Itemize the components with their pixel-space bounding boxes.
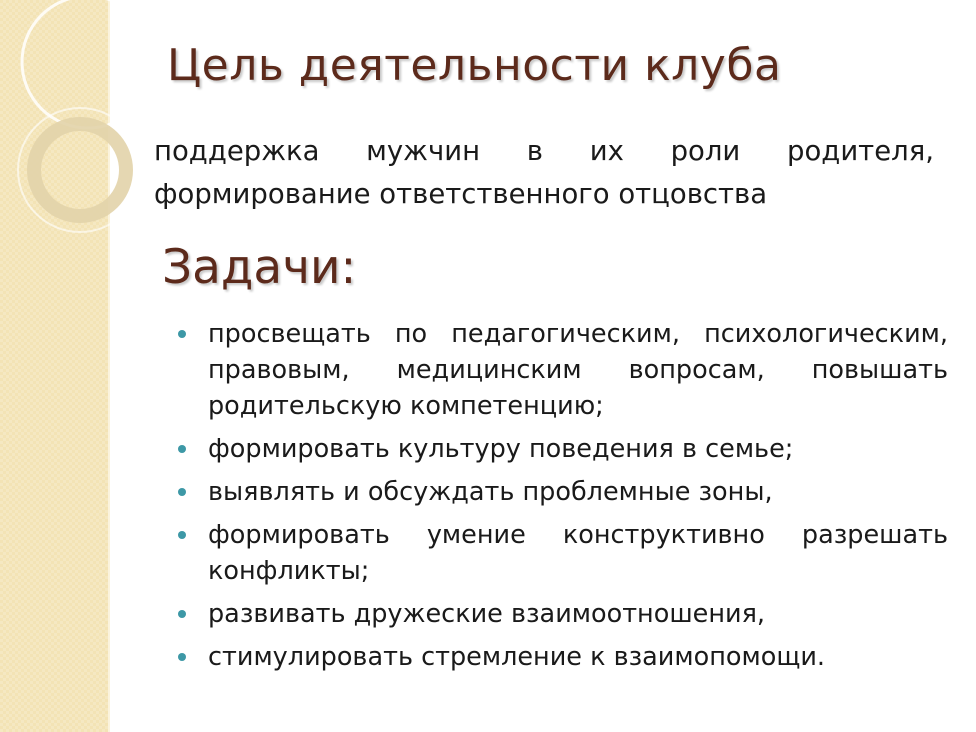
tasks-heading: Задачи: [162,240,357,295]
task-line: родительскую компетенцию; [208,391,604,421]
bullet-dot-icon [178,488,186,496]
task-item [176,639,948,675]
task-item [176,474,948,510]
task-line: формировать умение конструктивно разрешать [208,520,948,550]
task-line: выявлять и обсуждать проблемные зоны, [208,477,773,507]
task-line: развивать дружеские взаимоотношения, [208,599,766,629]
task-line: стимулировать стремление к взаимопомощи. [208,642,826,672]
bullet-dot-icon [178,653,186,661]
task-item [176,431,948,467]
bullet-dot-icon [178,610,186,618]
goal-text [154,130,934,216]
task-line: конфликты; [208,556,370,586]
goal-line: поддержка мужчин в их роли родителя, [154,135,934,167]
goal-line: формирование ответственного отцовства [154,178,768,210]
bullet-dot-icon [178,531,186,539]
task-line: просвещать по педагогическим, психологическим, [208,319,948,349]
task-line: формировать культуру поведения в семье; [208,434,794,464]
task-item [176,596,948,632]
task-item [176,517,948,589]
slide-title: Цель деятельности клуба [167,40,782,91]
bullet-dot-icon [178,445,186,453]
task-item [176,316,948,424]
tasks-list [176,316,948,682]
bullet-dot-icon [178,330,186,338]
task-line: правовым, медицинским вопросам, повышать [208,355,948,385]
